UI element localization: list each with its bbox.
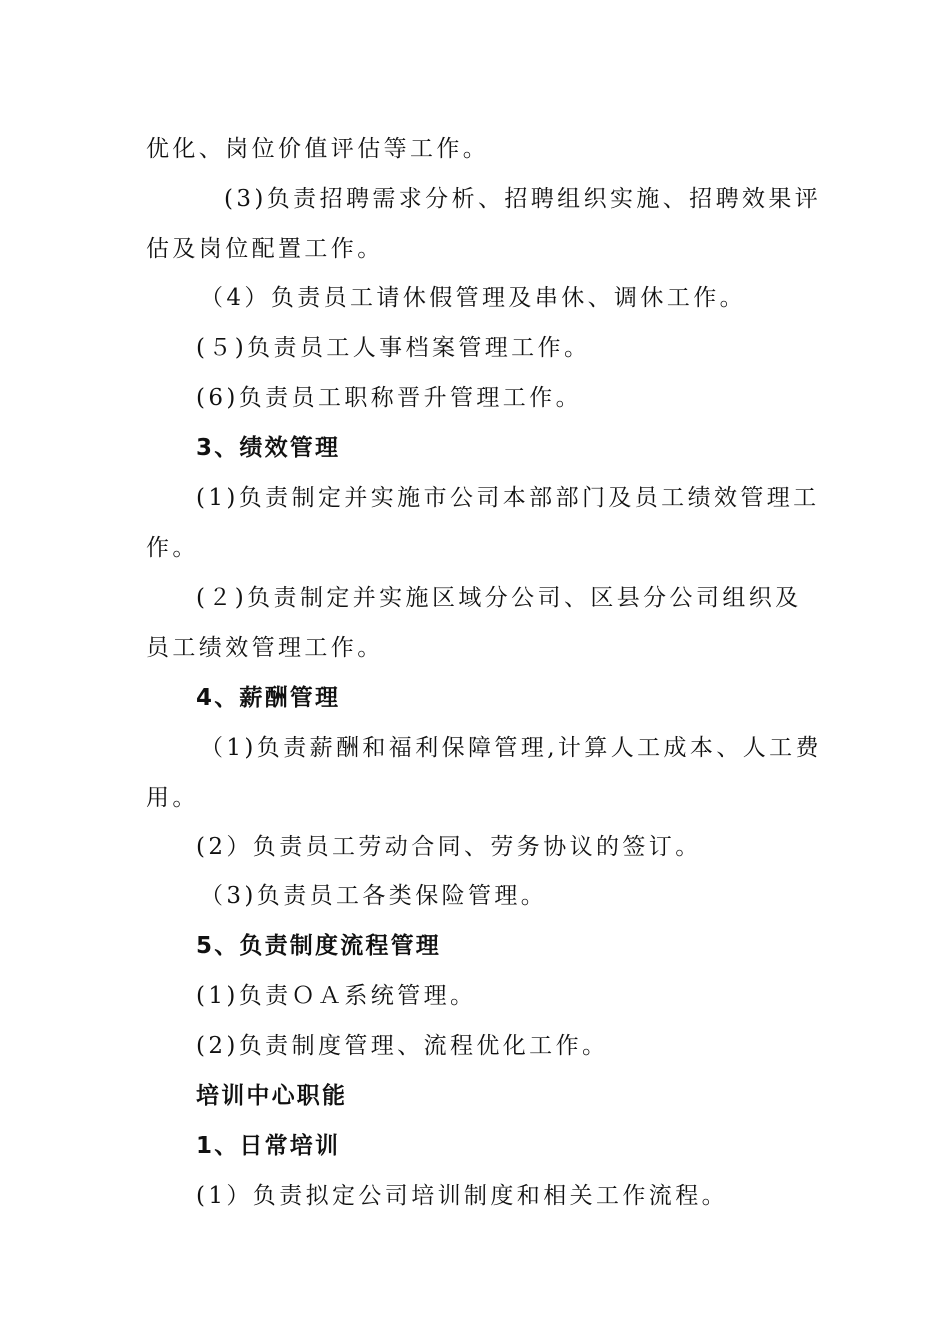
body-line: (2)负责制度管理、流程优化工作。 <box>196 1033 609 1059</box>
section-heading: 3、绩效管理 <box>196 435 341 461</box>
section-heading: 4、薪酬管理 <box>196 685 341 711</box>
section-heading: 5、负责制度流程管理 <box>196 933 442 959</box>
body-line: （1)负责薪酬和福利保障管理,计算人工成本、人工费 <box>200 735 822 761</box>
body-line: (6)负责员工职称晋升管理工作。 <box>196 385 582 411</box>
body-line: (1)负责制定并实施市公司本部部门及员工绩效管理工 <box>196 485 820 511</box>
section-heading: 1、日常培训 <box>196 1133 341 1159</box>
body-line: (1)负责ＯＡ系统管理。 <box>196 983 477 1009</box>
body-line: 优化、岗位价值评估等工作。 <box>146 136 490 162</box>
body-line: 员工绩效管理工作。 <box>146 635 384 661</box>
body-line: （4）负责员工请休假管理及串休、调休工作。 <box>200 285 747 311</box>
body-line: (1）负责拟定公司培训制度和相关工作流程。 <box>196 1183 729 1209</box>
body-line: 用。 <box>146 785 199 811</box>
body-line: 估及岗位配置工作。 <box>146 236 384 262</box>
section-heading: 培训中心职能 <box>196 1083 348 1109</box>
body-line: (3)负责招聘需求分析、招聘组织实施、招聘效果评 <box>224 186 822 212</box>
body-line: (２)负责制定并实施区域分公司、区县分公司组织及 <box>196 585 802 611</box>
body-line: 作。 <box>146 535 199 561</box>
body-line: (2）负责员工劳动合同、劳务协议的签订。 <box>196 834 702 860</box>
body-line: （3)负责员工各类保险管理。 <box>200 883 548 909</box>
body-line: (５)负责员工人事档案管理工作。 <box>196 335 591 361</box>
